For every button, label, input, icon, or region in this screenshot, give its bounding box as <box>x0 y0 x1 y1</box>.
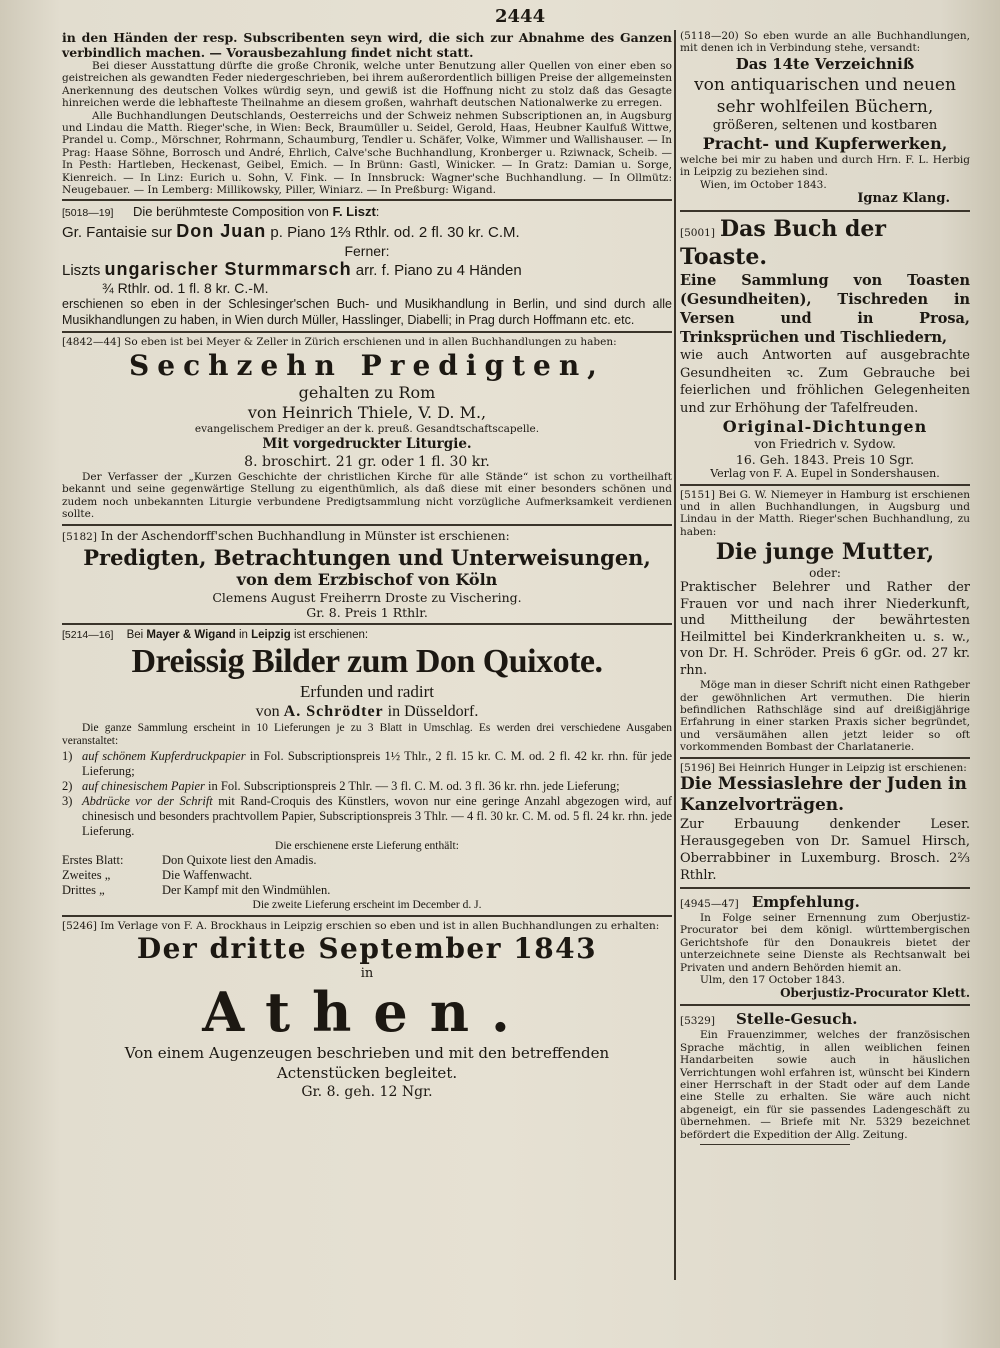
right-column <box>680 30 970 1148</box>
junge-mutter-ad: [5151] Bei G. W. Niemeyer in Hamburg ist erschienen und in allen Buchhandlungen, in Augsburg und Lindau in der Matth. Rieger'schen Buchhandlung, zu haben: Die junge Mutter, oder: Praktischer Belehrer und Rather der Frauen vor und nach ihrer Niederkunft, und Mittheilung der bewährtesten Heilmittel bei Kinderkrankheiten u. s. w., von Dr. H. Schröder. Preis 6 gGr. od. 27 kr. rhn. Möge man in dieser Schrift nicht einen Rathgeber der gewöhnlichen Art vermuthen. Die hierin befindlichen Rathschläge sind auf dreißigjährige Erfahrung in einer starken Praxis sicher begründet, und versäumähen allen jetzt leider so oft vorkommenden Bombast der Charlatanerie. <box>680 488 971 754</box>
plate-label: Zweites „ <box>62 867 111 882</box>
chronik-ad <box>62 30 672 196</box>
plate-title: Don Quixote liest den Amadis. <box>162 852 317 867</box>
divider <box>62 331 672 333</box>
divider <box>680 757 970 759</box>
divider <box>62 199 672 201</box>
edition-number: 1) <box>62 748 73 763</box>
athen-ad: [5246] Im Verlage von F. A. Brockhaus in Leipzig erschien so eben und ist in allen Buchhandlungen zu erhalten: Der dritte September 1843 in Athen. Von einem Augenzeugen beschrieben und mit den betreffenden Actenstücken begleitet. Gr. 8. geh. 12 Ngr. <box>62 920 672 1101</box>
plate-item <box>62 868 672 883</box>
ad-title: Stelle-Gesuch. <box>736 1010 858 1029</box>
ad-title: Die Messiaslehre der Juden in Kanzelvorträgen. <box>680 774 967 815</box>
plate-label: Erstes Blatt: <box>62 852 124 867</box>
chronik-p1: Bei dieser Ausstattung dürfte die große Chronik, welche unter Benutzung aller Quellen von einer eben so geistreichen als gewandten Feder niedergeschrieben, bei ihrem außerordentlich billigen Preise der allgemeinsten Anerkennung des deutschen Volkes würdig seyn, und gewiß ist die Hoffnung nicht zu stolz daß das Gesagte hinreichen werde die lebhafteste Theilnahme an diesem großen, wahrhaft deutschen Nationalwerke zu erregen. <box>62 60 672 110</box>
ad-title: Dreissig Bilder zum Don Quixote. <box>131 642 603 680</box>
edition-number: 2) <box>62 778 73 793</box>
plate-title: Der Kampf mit den Windmühlen. <box>162 882 331 897</box>
toaste-ad: [5001] Das Buch der Toaste. Eine Sammlung von Toasten (Gesundheiten), Tischreden in Versen und in Prosa, Trinksprüchen und Tischliedern, wie auch Antworten auf ausgebrachte Gesundheiten ꝛc. Zum Gebrauche bei feierlichen und fröhlichen Gelegenheiten und zur Erhöhung der Tafelfreuden. Original-Dichtungen von Friedrich v. Sydow. 16. Geh. 1843. Preis 10 Sgr. Verlag von F. A. Eupel in Sondershausen. <box>680 216 970 481</box>
athen-title: Athen. <box>202 979 532 1044</box>
edition-price: in Fol. Subscriptionspreis 1½ Thlr., 2 fl. 15 kr. C. M. od. 2 fl. 42 kr. rhn. für jede Lieferung; <box>82 748 672 778</box>
divider <box>680 210 970 212</box>
divider <box>62 623 672 625</box>
divider <box>680 1004 970 1006</box>
predigten-thiele-ad: [4842—44] So eben ist bei Meyer & Zeller in Zürich erschienen und in allen Buchhandlungen zu haben: Sechzehn Predigten, gehalten zu Rom von Heinrich Thiele, V. D. M., evangelischem Prediger an der k. preuß. Gesandtschaftscapelle. Mit vorgedruckter Liturgie. 8. broschirt. 21 gr. oder 1 fl. 30 kr. Der Verfasser der „Kurzen Geschichte der christlichen Kirche für alle Stände“ ist schon zu vortheilhaft bekannt und seine gegenwärtige Stellung zu eigenthümlich, als daß diese mit einer besonders schönen und zudem noch unbekannten Liturgie verbundene Predigtsammlung nicht vorzügliche Aufmerksamkeit verdienen sollte. <box>62 336 672 521</box>
don-quixote-ad: [5214—16] Bei Mayer & Wigand in Leipzig ist erschienen: Dreissig Bilder zum Don Quixote. Erfunden und radirt von A. Schrödter in Düsseldorf. Die ganze Sammlung erscheint in 10 Lieferungen je zu 3 Blatt in Umschlag. Es werden drei verschiedene Ausgaben veranstaltet: 1) auf schönem Kupferdruckpapier in Fol. Subscriptionspreis 1½ Thlr., 2 fl. 15 kr. C. M. od. 2 fl. 42 kr. rhn. für jede Lieferung; 2) auf chinesischem Papier in Fol. Subscriptionspreis 2 Thlr. — 3 fl. C. M. od. 3 fl. 36 kr. rhn. jede Lieferung; 3) Abdrücke vor der Schrift mit Rand-Croquis des Künstlers, wovon nur eine geringe Anzahl abgezogen wird, auf chinesisch und besonders prachtvollem Papier, Subscriptionspreis 3 Thlr. — 4 fl. 30 kr. C. M. od. 5 fl. 24 kr. rhn. jede Lieferung. Die erschienene erste Lieferung enthält: Erstes Blatt: Don Quixote liest den Amadis. Zweites „ Die Waffenwacht. Drittes „ Der Kampf mit den Windmühlen. Die zweite Lieferung erscheint im December d. J. <box>62 628 672 911</box>
plate-label: Drittes „ <box>62 882 105 897</box>
empfehlung-ad: [4945—47] Empfehlung. In Folge seiner Ernennung zum Oberjustiz-Procurator bei dem königl. württembergischen Gerichtshofe für den Donaukreis bietet der unterzeichnete seine Dienste als Rechtsanwalt bei Privaten und andern Behörden hiemit an. Ulm, den 17 October 1843. Oberjustiz-Procurator Klett. <box>680 893 970 1001</box>
predigten-koeln-ad: [5182] In der Aschendorff'schen Buchhandlung in Münster ist erschienen: Predigten, Betrachtungen und Unterweisungen, von dem Erzbischof von Köln Clemens August Freiherrn Droste zu Vischering. Gr. 8. Preis 1 Rthlr. <box>62 529 672 620</box>
edition-item <box>62 749 672 779</box>
edition-number: 3) <box>62 793 73 808</box>
edition-item <box>62 794 672 839</box>
ad-title: Sechzehn Predigten, <box>129 348 605 382</box>
edition-paper: auf schönem Kupferdruckpapier <box>82 748 246 763</box>
ad-title: Predigten, Betrachtungen und Unterweisungen, <box>83 544 651 570</box>
divider <box>62 915 672 917</box>
ad-id: [5018—19] <box>62 207 114 220</box>
plate-item <box>62 883 672 898</box>
plate-item <box>62 853 672 868</box>
divider <box>680 484 970 486</box>
edition-text <box>82 749 672 779</box>
divider <box>62 524 672 526</box>
ad-title: Die junge Mutter, <box>715 539 935 566</box>
left-column <box>62 30 672 1101</box>
stelle-gesuch-ad: [5329] Stelle-Gesuch. Ein Frauenzimmer, welches der französischen Sprache mächtig, in allen weiblichen feinen Handarbeiten sowie auch in häuslichen Verrichtungen wohl erfahren ist, wünscht bei Kindern einer Herrschaft in der Stadt oder auf dem Lande eine Stelle zu erhalten. Sie wäre auch nicht abgeneigt, ein für sie passendes Ladengeschäft zu übernehmen. — Briefe mit Nr. 5329 bezeichnet befördert die Expedition der Allg. Zeitung. <box>680 1009 970 1145</box>
edition-paper: auf chinesischem Papier <box>82 778 205 793</box>
underline <box>700 1144 850 1145</box>
plates-list <box>62 853 672 898</box>
ad-title: Das Buch der Toaste. <box>680 216 887 271</box>
ad-title: Empfehlung. <box>751 893 860 911</box>
column-divider <box>674 30 676 1280</box>
edition-paper: Abdrücke vor der Schrift <box>82 793 213 808</box>
edition-price: in Fol. Subscriptionspreis 2 Thlr. — 3 fl. C. M. od. 3 fl. 36 kr. rhn. jede Lieferung; <box>208 778 620 793</box>
page-number: 2444 <box>495 6 546 27</box>
klang-ad: (5118—20) So eben wurde an alle Buchhandlungen, mit denen ich in Verbindung stehe, versandt: Das 14te Verzeichniß von antiquarischen und neuen sehr wohlfeilen Büchern, größeren, seltenen und kostbaren Pracht- und Kupferwerken, welche bei mir zu haben und durch Hrn. F. L. Herbig in Leipzig zu beziehen sind. Wien, im October 1843. Ignaz Klang. <box>680 30 970 207</box>
sturmmarsch-title: ungarischer Sturmmarsch <box>104 259 352 280</box>
liszt-ad: [5018—19] Die berühmteste Composition von F. Liszt: Gr. Fantaisie sur Don Juan p. Piano 1⅔ Rthlr. od. 2 fl. 30 kr. C.M. Ferner: Liszts ungarischer Sturmmarsch arr. f. Piano zu 4 Händen ¾ Rthlr. od. 1 fl. 8 kr. C.-M. erschienen so eben in der Schlesinger'schen Buch- und Musikhandlung in Berlin, und sind durch alle Musikhandlungen zu haben, in Wien durch Müller, Hasslinger, Diabelli; in Prag durch Hoffmann etc. etc. <box>62 204 672 327</box>
edition-list <box>62 749 672 839</box>
edition-item <box>62 779 672 794</box>
don-juan-title: Don Juan <box>176 221 267 242</box>
chronik-lead: in den Händen der resp. Subscribenten seyn wird, die sich zur Abnahme des Ganzen verbindlich machen. — Vorausbezahlung findet nicht statt. <box>62 30 672 60</box>
divider <box>680 887 970 889</box>
edition-price: mit Rand-Croquis des Künstlers, wovon nur eine geringe Anzahl abgezogen wird, auf chinesisch und besonders prachtvollem Papier, Subscriptionspreis 3 Thlr. — 4 fl. 30 kr. C. M. od. 5 fl. 24 kr. rhn. jede Lieferung. <box>82 793 672 838</box>
messiaslehre-ad: [5196] Bei Heinrich Hunger in Leipzig ist erschienen: Die Messiaslehre der Juden in Kanzelvorträgen. Zur Erbauung denkender Leser. Herausgegeben von Dr. Samuel Hirsch, Oberrabbiner in Luxemburg. Brosch. 2⅔ Rthlr. <box>680 761 970 883</box>
edition-text <box>82 779 620 794</box>
edition-text <box>82 794 672 839</box>
ad-title: Der dritte September 1843 <box>136 931 598 965</box>
plate-title: Die Waffenwacht. <box>162 867 253 882</box>
chronik-p2: Alle Buchhandlungen Deutschlands, Oesterreichs und der Schweiz nehmen Subscriptionen an, in Augsburg und Lindau die Matth. Rieger'sche, in Wien: Beck, Braumüller u. Seidel, Gerold, Haas, Heubner Kaulfuß Wittwe, Prandel u. Comp., Mörschner, Rohrmann, Schaumburg, Tendler u. Schäfer, Volke, Wimmer und Wallishauser. — In Prag: Haase Söhne, Borrosch und André, Ehrlich, Calve'sche Buchhandlung, Kronberger u. Rziwnack, Scheib. — In Pesth: Hartleben, Heckenast, Geibel, Emich. — In Brünn: Gastl, Winicker. — In Gratz: Damian u. Sorge, Kienreich. — In Linz: Eurich u. Sohn, V. Fink. — In Innsbruck: Wagner'sche Buchhandlung. — In Ollmütz: Neugebauer. — In Lemberg: Millikowsky, Piller, Winiarz. — In Preßburg: Wigand. <box>62 109 672 197</box>
